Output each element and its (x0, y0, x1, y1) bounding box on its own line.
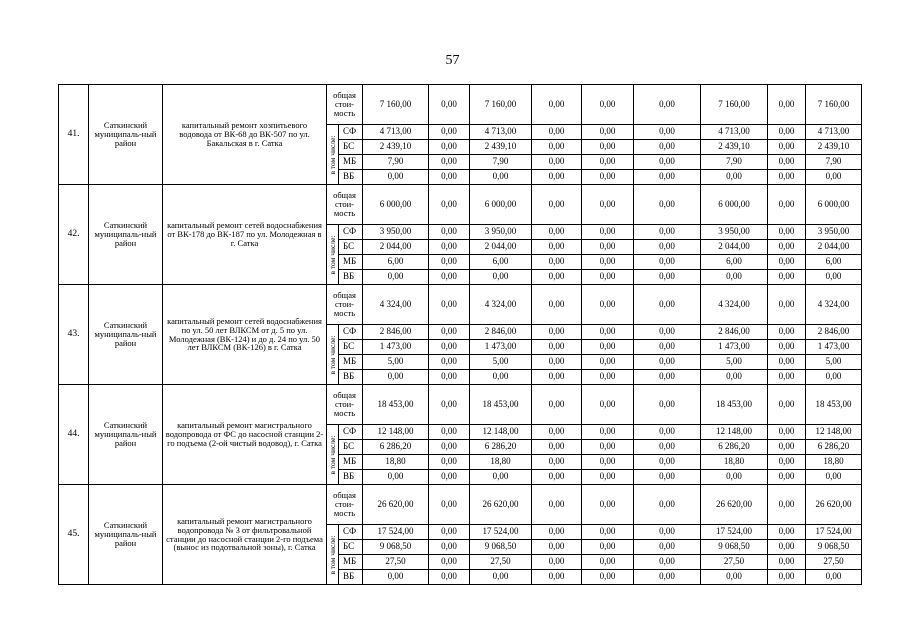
total-value-cell: 26 620,00 (701, 485, 768, 525)
breakdown-value-cell: 0,00 (532, 240, 582, 255)
total-value-cell: 6 000,00 (701, 185, 768, 225)
breakdown-value-cell: 2 044,00 (363, 240, 429, 255)
breakdown-value-cell: 2 846,00 (363, 325, 429, 340)
row-number-cell: 45. (59, 485, 89, 585)
funding-source-code: СФ (339, 225, 363, 240)
breakdown-value-cell: 0,00 (532, 140, 582, 155)
breakdown-value-cell: 0,00 (429, 555, 470, 570)
funding-source-code: СФ (339, 325, 363, 340)
breakdown-value-cell: 2 044,00 (701, 240, 768, 255)
total-value-cell: 0,00 (768, 85, 806, 125)
breakdown-value-cell: 0,00 (806, 470, 862, 485)
district-cell: Саткинский муниципаль-ный район (89, 85, 163, 185)
funding-source-code: СФ (339, 125, 363, 140)
breakdown-value-cell: 6,00 (806, 255, 862, 270)
breakdown-value-cell: 0,00 (532, 255, 582, 270)
breakdown-value-cell: 0,00 (701, 570, 768, 585)
description-cell: капитальный ремонт сетей водоснабжения от ВК-178 до ВК-187 по ул. Молодежная в г. Сатка (163, 185, 327, 285)
breakdown-value-cell: 0,00 (634, 270, 701, 285)
breakdown-value-cell: 0,00 (582, 470, 634, 485)
district-cell: Саткинский муниципаль-ный район (89, 185, 163, 285)
breakdown-value-cell: 0,00 (470, 470, 532, 485)
breakdown-value-cell: 0,00 (582, 155, 634, 170)
breakdown-value-cell: 17 524,00 (363, 525, 429, 540)
breakdown-value-cell: 9 068,50 (701, 540, 768, 555)
total-cost-label: общая стои-мость (327, 285, 363, 325)
breakdown-value-cell: 0,00 (701, 170, 768, 185)
funding-source-code: МБ (339, 555, 363, 570)
breakdown-value-cell: 4 713,00 (806, 125, 862, 140)
page-number: 57 (445, 53, 460, 68)
breakdown-value-cell: 4 713,00 (363, 125, 429, 140)
breakdown-value-cell: 0,00 (429, 440, 470, 455)
breakdown-value-cell: 27,50 (470, 555, 532, 570)
breakdown-value-cell: 0,00 (429, 255, 470, 270)
breakdown-value-cell: 18,80 (470, 455, 532, 470)
breakdown-value-cell: 0,00 (768, 325, 806, 340)
total-value-cell: 18 453,00 (806, 385, 862, 425)
total-value-cell: 0,00 (582, 85, 634, 125)
breakdown-value-cell: 6,00 (470, 255, 532, 270)
total-value-cell: 6 000,00 (363, 185, 429, 225)
budget-table (58, 84, 862, 585)
breakdown-value-cell: 0,00 (768, 155, 806, 170)
total-value-cell: 0,00 (429, 85, 470, 125)
total-value-cell: 0,00 (582, 385, 634, 425)
funding-source-code: МБ (339, 455, 363, 470)
breakdown-value-cell: 0,00 (768, 340, 806, 355)
breakdown-value-cell: 0,00 (470, 170, 532, 185)
total-value-cell: 0,00 (634, 485, 701, 525)
breakdown-value-cell: 0,00 (806, 370, 862, 385)
breakdown-value-cell: 0,00 (701, 270, 768, 285)
breakdown-value-cell: 0,00 (470, 570, 532, 585)
breakdown-value-cell: 0,00 (634, 240, 701, 255)
breakdown-value-cell: 6,00 (701, 255, 768, 270)
breakdown-value-cell: 0,00 (532, 170, 582, 185)
breakdown-value-cell: 0,00 (768, 170, 806, 185)
total-value-cell: 0,00 (429, 185, 470, 225)
breakdown-value-cell: 3 950,00 (363, 225, 429, 240)
breakdown-value-cell: 0,00 (363, 370, 429, 385)
in-total-vertical-label (327, 325, 339, 385)
breakdown-value-cell: 0,00 (768, 370, 806, 385)
breakdown-value-cell: 5,00 (701, 355, 768, 370)
funding-source-code: СФ (339, 425, 363, 440)
breakdown-value-cell: 0,00 (634, 555, 701, 570)
breakdown-value-cell: 0,00 (532, 340, 582, 355)
breakdown-value-cell: 0,00 (363, 270, 429, 285)
breakdown-value-cell: 0,00 (634, 155, 701, 170)
breakdown-value-cell: 18,80 (363, 455, 429, 470)
breakdown-value-cell: 0,00 (768, 140, 806, 155)
breakdown-value-cell: 3 950,00 (701, 225, 768, 240)
breakdown-value-cell: 6 286,20 (806, 440, 862, 455)
breakdown-value-cell: 12 148,00 (470, 425, 532, 440)
in-total-label: в том числе: (327, 434, 337, 475)
breakdown-value-cell: 0,00 (429, 370, 470, 385)
breakdown-value-cell: 18,80 (701, 455, 768, 470)
breakdown-value-cell: 0,00 (532, 325, 582, 340)
breakdown-value-cell: 0,00 (363, 570, 429, 585)
table-row-total (59, 185, 862, 225)
breakdown-value-cell: 0,00 (806, 570, 862, 585)
breakdown-value-cell: 0,00 (634, 425, 701, 440)
breakdown-value-cell: 0,00 (429, 225, 470, 240)
breakdown-value-cell: 0,00 (634, 355, 701, 370)
breakdown-value-cell: 0,00 (582, 555, 634, 570)
district-cell: Саткинский муниципаль-ный район (89, 385, 163, 485)
in-total-label: в том числе: (327, 534, 337, 575)
total-value-cell: 7 160,00 (701, 85, 768, 125)
row-number-cell: 41. (59, 85, 89, 185)
breakdown-value-cell: 0,00 (768, 555, 806, 570)
breakdown-value-cell: 0,00 (634, 540, 701, 555)
breakdown-value-cell: 0,00 (429, 240, 470, 255)
total-value-cell: 0,00 (429, 285, 470, 325)
breakdown-value-cell: 3 950,00 (806, 225, 862, 240)
funding-source-code: БС (339, 240, 363, 255)
breakdown-value-cell: 17 524,00 (470, 525, 532, 540)
breakdown-value-cell: 0,00 (429, 455, 470, 470)
breakdown-value-cell: 0,00 (768, 270, 806, 285)
breakdown-value-cell: 1 473,00 (806, 340, 862, 355)
in-total-vertical-label (327, 525, 339, 585)
breakdown-value-cell: 0,00 (532, 570, 582, 585)
description-cell: капитальный ремонт магистрального водопровода № 3 от фильтровальной станции до насосной станции 2-го подъема (вынос из подотвальной зоны), г. Сатка (163, 485, 327, 585)
breakdown-value-cell: 12 148,00 (701, 425, 768, 440)
breakdown-value-cell: 27,50 (701, 555, 768, 570)
breakdown-value-cell: 0,00 (768, 470, 806, 485)
breakdown-value-cell: 0,00 (429, 270, 470, 285)
in-total-vertical-label (327, 225, 339, 285)
breakdown-value-cell: 0,00 (429, 355, 470, 370)
breakdown-value-cell: 0,00 (806, 170, 862, 185)
funding-source-code: МБ (339, 255, 363, 270)
total-value-cell: 0,00 (532, 385, 582, 425)
breakdown-value-cell: 0,00 (582, 440, 634, 455)
total-value-cell: 4 324,00 (363, 285, 429, 325)
breakdown-value-cell: 0,00 (768, 255, 806, 270)
breakdown-value-cell: 9 068,50 (806, 540, 862, 555)
breakdown-value-cell: 0,00 (532, 355, 582, 370)
breakdown-value-cell: 6,00 (363, 255, 429, 270)
breakdown-value-cell: 0,00 (363, 470, 429, 485)
breakdown-value-cell: 0,00 (768, 570, 806, 585)
breakdown-value-cell: 5,00 (806, 355, 862, 370)
table-row-total (59, 385, 862, 425)
breakdown-value-cell: 6 286,20 (363, 440, 429, 455)
funding-source-code: ВБ (339, 570, 363, 585)
total-value-cell: 26 620,00 (470, 485, 532, 525)
breakdown-value-cell: 0,00 (532, 155, 582, 170)
breakdown-value-cell: 0,00 (582, 225, 634, 240)
breakdown-value-cell: 0,00 (582, 540, 634, 555)
breakdown-value-cell: 2 439,10 (470, 140, 532, 155)
breakdown-value-cell: 0,00 (582, 270, 634, 285)
breakdown-value-cell: 0,00 (429, 425, 470, 440)
breakdown-value-cell: 0,00 (634, 525, 701, 540)
breakdown-value-cell: 5,00 (363, 355, 429, 370)
breakdown-value-cell: 4 713,00 (701, 125, 768, 140)
breakdown-value-cell: 0,00 (582, 370, 634, 385)
breakdown-value-cell: 7,90 (701, 155, 768, 170)
breakdown-value-cell: 12 148,00 (806, 425, 862, 440)
breakdown-value-cell: 0,00 (634, 370, 701, 385)
total-value-cell: 7 160,00 (470, 85, 532, 125)
in-total-vertical-label (327, 125, 339, 185)
breakdown-value-cell: 0,00 (768, 225, 806, 240)
breakdown-value-cell: 0,00 (806, 270, 862, 285)
table-row-total (59, 485, 862, 525)
total-value-cell: 4 324,00 (470, 285, 532, 325)
funding-source-code: ВБ (339, 470, 363, 485)
breakdown-value-cell: 0,00 (768, 240, 806, 255)
total-value-cell: 26 620,00 (806, 485, 862, 525)
total-value-cell: 0,00 (768, 185, 806, 225)
total-value-cell: 18 453,00 (363, 385, 429, 425)
breakdown-value-cell: 0,00 (634, 325, 701, 340)
funding-source-code: БС (339, 340, 363, 355)
funding-source-code: МБ (339, 355, 363, 370)
total-value-cell: 0,00 (768, 485, 806, 525)
breakdown-value-cell: 0,00 (634, 470, 701, 485)
breakdown-value-cell: 6 286,20 (701, 440, 768, 455)
breakdown-value-cell: 0,00 (429, 140, 470, 155)
breakdown-value-cell: 0,00 (582, 255, 634, 270)
breakdown-value-cell: 0,00 (582, 570, 634, 585)
description-cell: капитальный ремонт сетей водоснабжения по ул. 50 лет ВЛКСМ от д. 5 по ул. Молодежная (ВК-124) и до д. 24 по ул. 50 лет ВЛКСМ (ВК-126) в г. Сатка (163, 285, 327, 385)
table-row-total (59, 85, 862, 125)
row-number-cell: 43. (59, 285, 89, 385)
description-cell: капитальный ремонт магистрального водопровода от ФС до насосной станции 2-го подъема (2-ой чистый водовод), г. Сатка (163, 385, 327, 485)
breakdown-value-cell: 1 473,00 (363, 340, 429, 355)
breakdown-value-cell: 0,00 (429, 540, 470, 555)
total-value-cell: 0,00 (634, 185, 701, 225)
breakdown-value-cell: 0,00 (582, 125, 634, 140)
breakdown-value-cell: 0,00 (429, 470, 470, 485)
breakdown-value-cell: 0,00 (634, 340, 701, 355)
breakdown-value-cell: 4 713,00 (470, 125, 532, 140)
breakdown-value-cell: 0,00 (634, 455, 701, 470)
breakdown-value-cell: 27,50 (806, 555, 862, 570)
breakdown-value-cell: 0,00 (582, 355, 634, 370)
funding-source-code: СФ (339, 525, 363, 540)
breakdown-value-cell: 0,00 (532, 270, 582, 285)
total-value-cell: 26 620,00 (363, 485, 429, 525)
breakdown-value-cell: 0,00 (429, 340, 470, 355)
breakdown-value-cell: 0,00 (582, 455, 634, 470)
breakdown-value-cell: 2 439,10 (363, 140, 429, 155)
total-value-cell: 0,00 (582, 185, 634, 225)
total-value-cell: 4 324,00 (806, 285, 862, 325)
breakdown-value-cell: 0,00 (532, 225, 582, 240)
funding-source-code: ВБ (339, 170, 363, 185)
breakdown-value-cell: 0,00 (582, 325, 634, 340)
breakdown-value-cell: 0,00 (532, 125, 582, 140)
district-cell: Саткинский муниципаль-ный район (89, 285, 163, 385)
breakdown-value-cell: 0,00 (429, 125, 470, 140)
breakdown-value-cell: 0,00 (582, 140, 634, 155)
total-value-cell: 0,00 (532, 485, 582, 525)
breakdown-value-cell: 0,00 (768, 125, 806, 140)
breakdown-value-cell: 0,00 (582, 340, 634, 355)
breakdown-value-cell: 0,00 (429, 155, 470, 170)
row-number-cell: 42. (59, 185, 89, 285)
breakdown-value-cell: 0,00 (532, 370, 582, 385)
breakdown-value-cell: 0,00 (429, 525, 470, 540)
breakdown-value-cell: 0,00 (532, 470, 582, 485)
description-cell: капитальный ремонт хозпитьевого водовода от ВК-68 до ВК-507 по ул. Бакальская в г. Сатка (163, 85, 327, 185)
row-number-cell: 44. (59, 385, 89, 485)
in-total-vertical-label (327, 425, 339, 485)
breakdown-value-cell: 2 846,00 (806, 325, 862, 340)
in-total-label: в том числе: (327, 234, 337, 275)
breakdown-value-cell: 9 068,50 (363, 540, 429, 555)
total-value-cell: 0,00 (768, 385, 806, 425)
total-value-cell: 0,00 (768, 285, 806, 325)
breakdown-value-cell: 0,00 (634, 125, 701, 140)
breakdown-value-cell: 0,00 (532, 555, 582, 570)
breakdown-value-cell: 0,00 (634, 570, 701, 585)
breakdown-value-cell: 1 473,00 (701, 340, 768, 355)
funding-source-code: ВБ (339, 370, 363, 385)
table-row-total (59, 285, 862, 325)
breakdown-value-cell: 0,00 (582, 425, 634, 440)
breakdown-value-cell: 0,00 (532, 540, 582, 555)
funding-source-code: ВБ (339, 270, 363, 285)
breakdown-value-cell: 27,50 (363, 555, 429, 570)
total-value-cell: 0,00 (532, 85, 582, 125)
breakdown-value-cell: 18,80 (806, 455, 862, 470)
breakdown-value-cell: 12 148,00 (363, 425, 429, 440)
breakdown-value-cell: 0,00 (634, 225, 701, 240)
total-value-cell: 7 160,00 (363, 85, 429, 125)
breakdown-value-cell: 0,00 (470, 370, 532, 385)
breakdown-value-cell: 0,00 (701, 470, 768, 485)
breakdown-value-cell: 0,00 (768, 540, 806, 555)
breakdown-value-cell: 17 524,00 (806, 525, 862, 540)
total-cost-label: общая стои-мость (327, 385, 363, 425)
total-value-cell: 18 453,00 (470, 385, 532, 425)
breakdown-value-cell: 2 846,00 (701, 325, 768, 340)
total-value-cell: 0,00 (429, 385, 470, 425)
funding-source-code: МБ (339, 155, 363, 170)
breakdown-value-cell: 0,00 (701, 370, 768, 385)
breakdown-value-cell: 0,00 (363, 170, 429, 185)
total-value-cell: 18 453,00 (701, 385, 768, 425)
breakdown-value-cell: 0,00 (634, 170, 701, 185)
breakdown-value-cell: 17 524,00 (701, 525, 768, 540)
breakdown-value-cell: 0,00 (532, 525, 582, 540)
total-value-cell: 0,00 (532, 285, 582, 325)
breakdown-value-cell: 0,00 (582, 170, 634, 185)
breakdown-value-cell: 0,00 (532, 455, 582, 470)
breakdown-value-cell: 2 439,10 (701, 140, 768, 155)
in-total-label: в том числе: (327, 134, 337, 175)
total-value-cell: 0,00 (634, 85, 701, 125)
total-value-cell: 6 000,00 (470, 185, 532, 225)
breakdown-value-cell: 0,00 (429, 170, 470, 185)
total-value-cell: 0,00 (582, 285, 634, 325)
breakdown-value-cell: 0,00 (634, 140, 701, 155)
in-total-label: в том числе: (327, 334, 337, 375)
total-value-cell: 0,00 (634, 285, 701, 325)
breakdown-value-cell: 0,00 (768, 455, 806, 470)
total-cost-label: общая стои-мость (327, 485, 363, 525)
funding-source-code: БС (339, 440, 363, 455)
breakdown-value-cell: 0,00 (582, 240, 634, 255)
breakdown-value-cell: 0,00 (582, 525, 634, 540)
breakdown-value-cell: 0,00 (768, 355, 806, 370)
total-value-cell: 0,00 (532, 185, 582, 225)
breakdown-value-cell: 0,00 (429, 325, 470, 340)
breakdown-value-cell: 7,90 (806, 155, 862, 170)
breakdown-value-cell: 6 286,20 (470, 440, 532, 455)
breakdown-value-cell: 0,00 (634, 255, 701, 270)
breakdown-value-cell: 0,00 (532, 440, 582, 455)
breakdown-value-cell: 2 439,10 (806, 140, 862, 155)
district-cell: Саткинский муниципаль-ный район (89, 485, 163, 585)
breakdown-value-cell: 2 846,00 (470, 325, 532, 340)
total-value-cell: 0,00 (634, 385, 701, 425)
breakdown-value-cell: 0,00 (768, 425, 806, 440)
breakdown-value-cell: 7,90 (470, 155, 532, 170)
funding-source-code: БС (339, 140, 363, 155)
total-value-cell: 0,00 (582, 485, 634, 525)
total-value-cell: 4 324,00 (701, 285, 768, 325)
total-value-cell: 0,00 (429, 485, 470, 525)
breakdown-value-cell: 0,00 (429, 570, 470, 585)
breakdown-value-cell: 3 950,00 (470, 225, 532, 240)
breakdown-value-cell: 2 044,00 (470, 240, 532, 255)
breakdown-value-cell: 1 473,00 (470, 340, 532, 355)
total-value-cell: 7 160,00 (806, 85, 862, 125)
total-value-cell: 6 000,00 (806, 185, 862, 225)
breakdown-value-cell: 0,00 (470, 270, 532, 285)
funding-source-code: БС (339, 540, 363, 555)
breakdown-value-cell: 5,00 (470, 355, 532, 370)
total-cost-label: общая стои-мость (327, 185, 363, 225)
breakdown-value-cell: 0,00 (768, 525, 806, 540)
breakdown-value-cell: 2 044,00 (806, 240, 862, 255)
total-cost-label: общая стои-мость (327, 85, 363, 125)
breakdown-value-cell: 0,00 (532, 425, 582, 440)
breakdown-value-cell: 7,90 (363, 155, 429, 170)
breakdown-value-cell: 0,00 (634, 440, 701, 455)
table-body (59, 85, 862, 585)
breakdown-value-cell: 0,00 (768, 440, 806, 455)
breakdown-value-cell: 9 068,50 (470, 540, 532, 555)
